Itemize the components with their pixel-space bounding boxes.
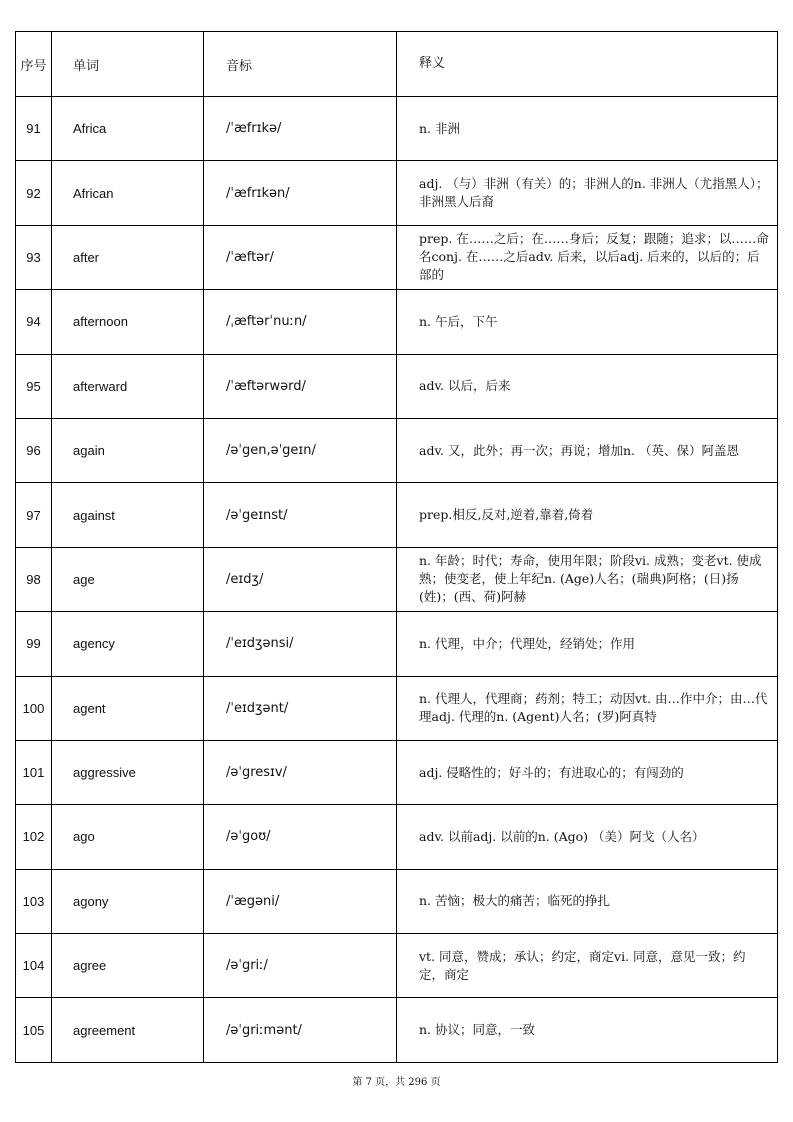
row-def: adv. 以后，后来	[397, 354, 778, 418]
header-ipa: 音标	[204, 32, 397, 97]
table-row	[16, 740, 778, 804]
row-num: 100	[16, 676, 52, 740]
row-ipa: /əˈgriː/	[204, 934, 397, 998]
row-def: n. 午后，下午	[397, 290, 778, 354]
row-num: 96	[16, 418, 52, 482]
row-def: n. 代理人，代理商；药剂；特工；动因vt. 由…作中介；由…代理adj. 代理的n. (Agent)人名；(罗)阿真特	[397, 676, 778, 740]
table-row	[16, 998, 778, 1062]
row-word: afterward	[52, 354, 204, 418]
row-def: n. 协议；同意，一致	[397, 998, 778, 1062]
row-word: agreement	[52, 998, 204, 1062]
table-row	[16, 161, 778, 225]
table-row	[16, 547, 778, 611]
header-num: 序号	[16, 32, 52, 97]
row-num: 105	[16, 998, 52, 1062]
table-row	[16, 290, 778, 354]
vocabulary-table	[15, 31, 778, 1063]
row-ipa: /ˈæfrɪkə/	[204, 97, 397, 161]
row-num: 93	[16, 225, 52, 289]
row-ipa: /ˈæfrɪkən/	[204, 161, 397, 225]
row-ipa: /əˈgresɪv/	[204, 740, 397, 804]
row-def: n. 年龄；时代；寿命，使用年限；阶段vi. 成熟；变老vt. 使成熟；使变老，使上年纪n. (Age)人名；(瑞典)阿格；(日)扬 (姓)；(西、荷)阿赫	[397, 547, 778, 611]
header-word: 单词	[52, 32, 204, 97]
row-word: after	[52, 225, 204, 289]
row-word: age	[52, 547, 204, 611]
row-ipa: /əˈgen,əˈgeɪn/	[204, 418, 397, 482]
row-ipa: /ˈeɪdʒənt/	[204, 676, 397, 740]
table-row	[16, 612, 778, 676]
row-num: 99	[16, 612, 52, 676]
row-num: 103	[16, 869, 52, 933]
row-def: n. 苦恼；极大的痛苦；临死的挣扎	[397, 869, 778, 933]
row-word: afternoon	[52, 290, 204, 354]
row-def: n. 代理，中介；代理处，经销处；作用	[397, 612, 778, 676]
row-def: adj. （与）非洲（有关）的；非洲人的n. 非洲人（尤指黑人）；非洲黑人后裔	[397, 161, 778, 225]
row-word: African	[52, 161, 204, 225]
row-num: 98	[16, 547, 52, 611]
row-ipa: /ˈægəni/	[204, 869, 397, 933]
table-row	[16, 483, 778, 547]
row-def: vt. 同意，赞成；承认；约定，商定vi. 同意，意见一致；约定，商定	[397, 934, 778, 998]
table-row	[16, 676, 778, 740]
page-footer: 第 7 页，共 296 页	[352, 1077, 441, 1088]
row-def: adv. 又，此外；再一次；再说；增加n. （英、保）阿盖恩	[397, 418, 778, 482]
row-num: 101	[16, 740, 52, 804]
row-ipa: /əˈgriːmənt/	[204, 998, 397, 1062]
table-row	[16, 869, 778, 933]
row-word: aggressive	[52, 740, 204, 804]
row-word: ago	[52, 805, 204, 869]
row-def: adv. 以前adj. 以前的n. (Ago) （美）阿戈（人名）	[397, 805, 778, 869]
row-word: agony	[52, 869, 204, 933]
row-ipa: /əˈgeɪnst/	[204, 483, 397, 547]
row-num: 92	[16, 161, 52, 225]
row-ipa: /əˈgoʊ/	[204, 805, 397, 869]
row-word: again	[52, 418, 204, 482]
table-row	[16, 354, 778, 418]
row-word: agency	[52, 612, 204, 676]
row-num: 91	[16, 97, 52, 161]
row-num: 94	[16, 290, 52, 354]
row-word: against	[52, 483, 204, 547]
row-num: 104	[16, 934, 52, 998]
row-word: agree	[52, 934, 204, 998]
table-row	[16, 805, 778, 869]
table-header-row	[16, 32, 778, 97]
row-def: adj. 侵略性的；好斗的；有进取心的；有闯劲的	[397, 740, 778, 804]
row-num: 95	[16, 354, 52, 418]
table-row	[16, 97, 778, 161]
table-row	[16, 934, 778, 998]
row-def: prep. 在……之后；在……身后；反复；跟随；追求；以……命名conj. 在……之后adv. 后来，以后adj. 后来的，以后的；后部的	[397, 225, 778, 289]
row-num: 102	[16, 805, 52, 869]
row-word: agent	[52, 676, 204, 740]
row-def: n. 非洲	[397, 97, 778, 161]
row-ipa: /ˈeɪdʒənsi/	[204, 612, 397, 676]
row-ipa: /ˈæftər/	[204, 225, 397, 289]
row-def: prep.相反,反对,逆着,靠着,倚着	[397, 483, 778, 547]
table-row	[16, 418, 778, 482]
header-def: 释义	[397, 32, 778, 97]
row-ipa: /ˌæftərˈnuːn/	[204, 290, 397, 354]
row-num: 97	[16, 483, 52, 547]
row-ipa: /ˈæftərwərd/	[204, 354, 397, 418]
table-row	[16, 225, 778, 289]
row-word: Africa	[52, 97, 204, 161]
row-ipa: /eɪdʒ/	[204, 547, 397, 611]
